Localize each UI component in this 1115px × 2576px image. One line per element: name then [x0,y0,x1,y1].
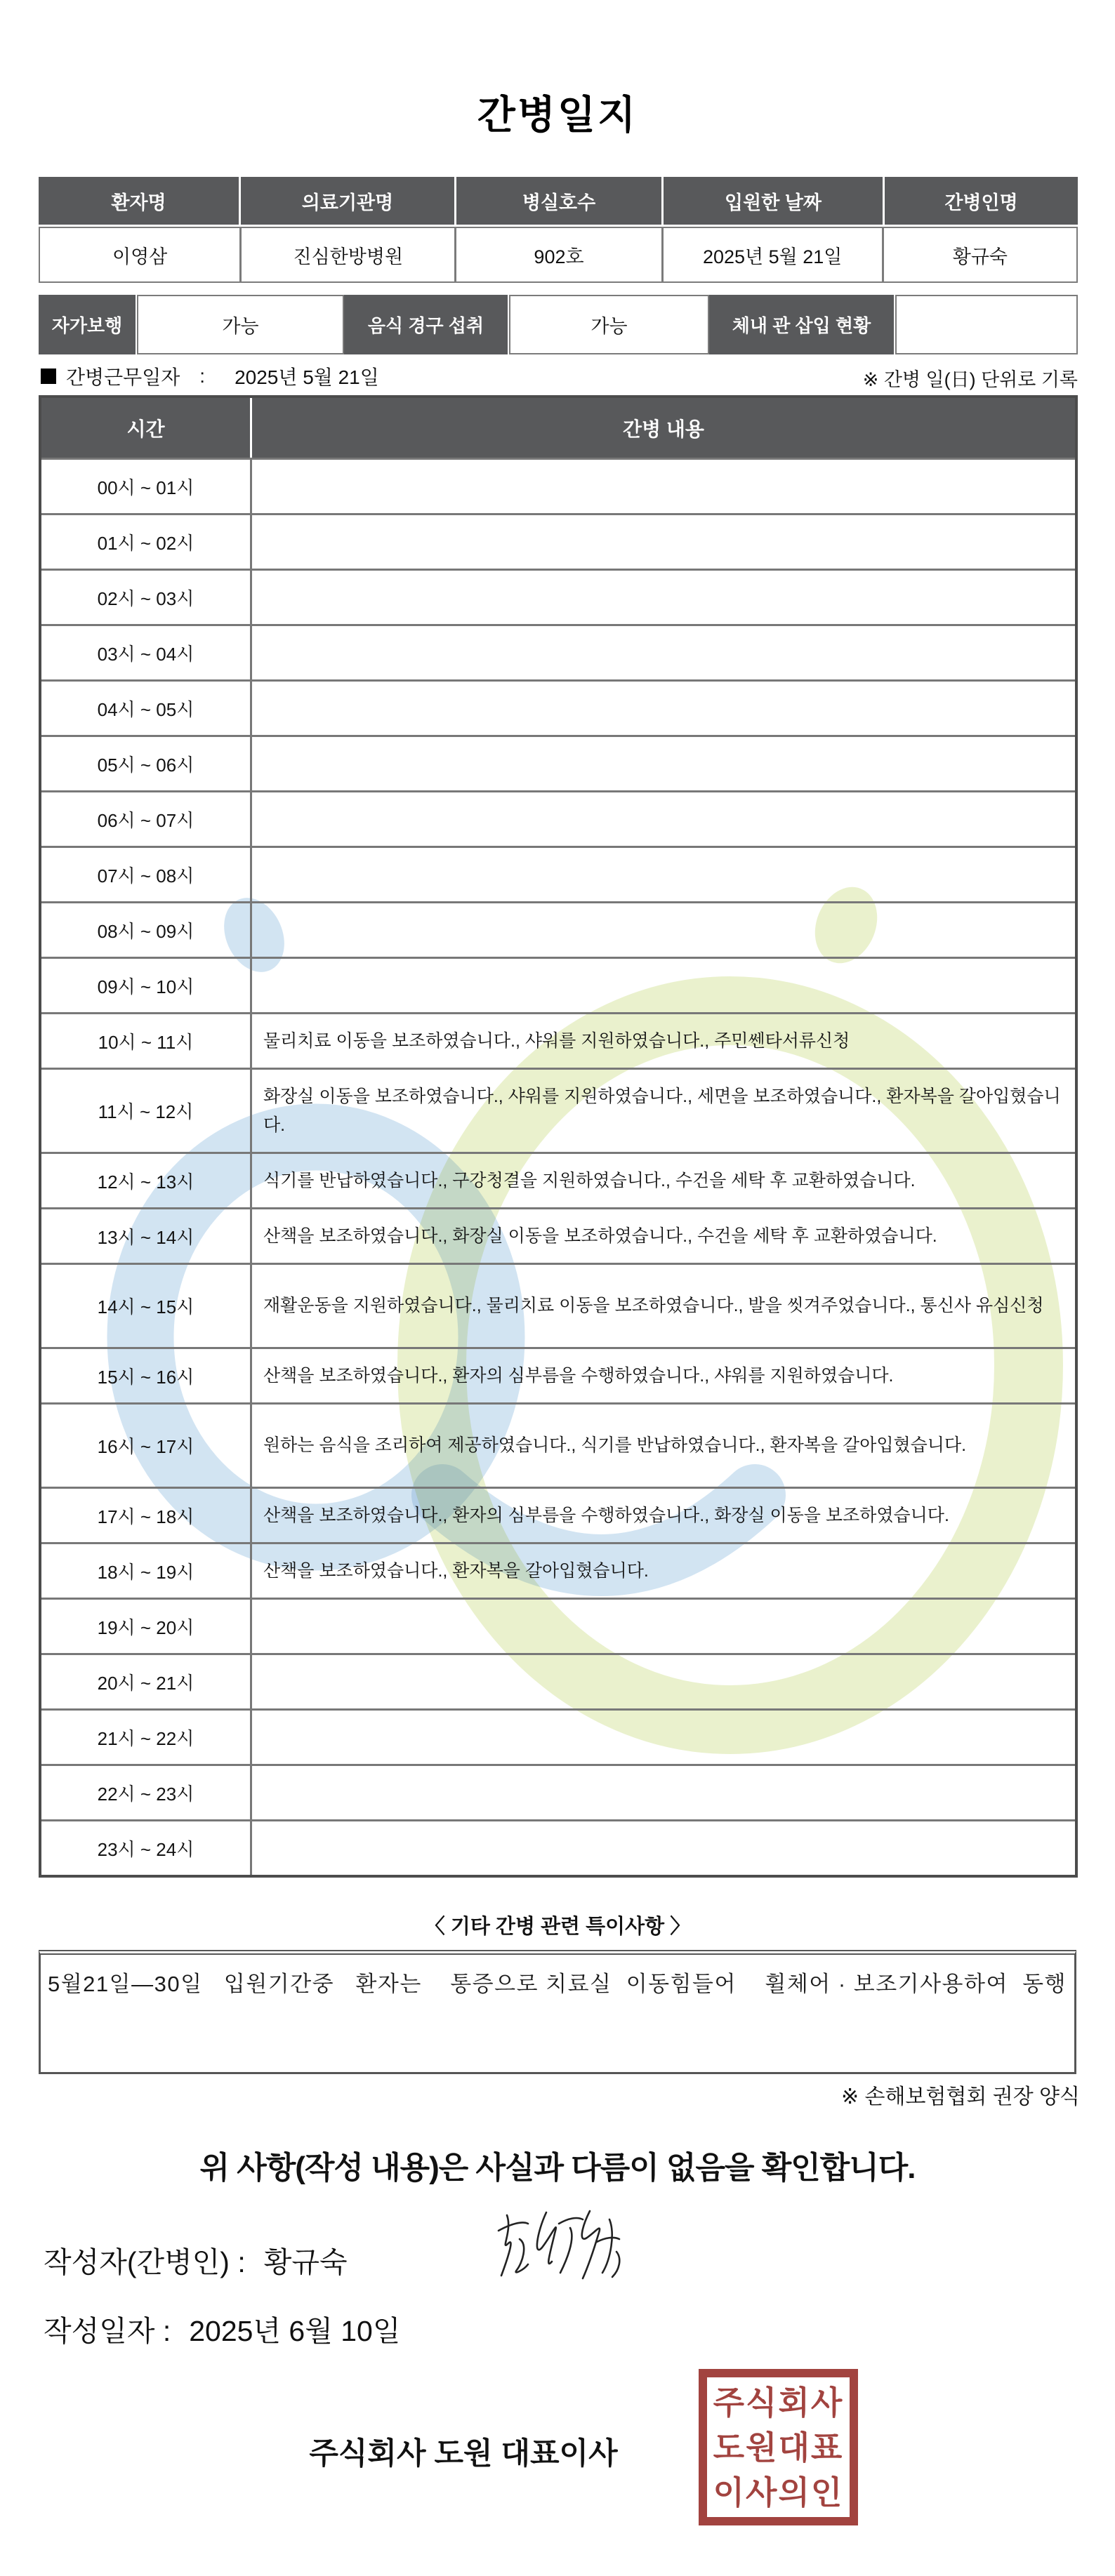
stamp-line-3: 이사의인 [713,2474,844,2511]
page-title: 간병일지 [477,93,638,137]
table-row [41,1263,1075,1347]
care-content-cell: 재활운동을 지원하였습니다., 물리치료 이동을 보조하였습니다., 발을 씻겨주었습니다., 통신사 유심신청 [263,1296,1044,1315]
table-row [41,1152,1075,1207]
col-header-room: 병실호수 [456,177,664,225]
time-slot-cell: 23시 ~ 24시 [41,1821,252,1875]
time-slot-cell: 18시 ~ 19시 [41,1544,252,1598]
writer-label: 작성자(간병인) : [44,2246,246,2278]
table-row [41,957,1075,1012]
written-date-value: 2025년 6월 10일 [189,2315,401,2347]
special-notes-box [39,1950,1076,2074]
care-content-cell [252,792,1075,846]
table-row [41,624,1075,679]
table-row [41,1653,1075,1708]
time-slot-cell: 06시 ~ 07시 [41,792,252,846]
time-slot-cell: 11시 ~ 12시 [41,1070,252,1152]
table-row [41,458,1075,513]
patient-name: 이영삼 [40,228,242,281]
table-row [41,513,1075,569]
table-row [41,1598,1075,1653]
record-unit-note: ※ 간병 일(日) 단위로 기록 [862,369,1078,390]
table-row [41,1347,1075,1402]
confirmation-statement: 위 사항(작성 내용)은 사실과 다름이 없음을 확인합니다. [199,2151,916,2185]
writer-name: 황규숙 [263,2246,348,2278]
table-row [41,1819,1075,1875]
col-header-institution: 의료기관명 [241,177,456,225]
label-tube-insertion: 체내 관 삽입 현황 [709,295,895,354]
care-content-cell [252,626,1075,679]
time-slot-cell: 07시 ~ 08시 [41,848,252,901]
care-content-cell [252,515,1075,569]
time-slot-cell: 22시 ~ 23시 [41,1766,252,1819]
table-row [41,1487,1075,1542]
table-row [41,679,1075,735]
time-slot-cell: 12시 ~ 13시 [41,1154,252,1207]
care-log-table [39,395,1078,1878]
care-work-date-line [41,362,379,390]
time-slot-cell: 02시 ~ 03시 [41,571,252,624]
table-row [41,1542,1075,1598]
col-header-patient-name: 환자명 [39,177,241,225]
time-slot-cell: 08시 ~ 09시 [41,903,252,957]
col-header-care-content: 간병 내용 [623,418,704,440]
table-row [41,569,1075,624]
time-slot-cell: 14시 ~ 15시 [41,1265,252,1347]
table-row [41,1012,1075,1068]
care-log-header-row [41,398,1075,458]
company-ceo-line: 주식회사 도원 대표이사 [309,2437,618,2471]
care-content-cell [252,682,1075,735]
time-slot-cell: 13시 ~ 14시 [41,1209,252,1263]
square-bullet-icon [41,369,56,384]
table-row [41,846,1075,901]
label-oral-intake: 음식 경구 섭취 [344,295,509,354]
table-row [41,1708,1075,1764]
care-content-cell [252,460,1075,513]
patient-info-header-row [39,177,1078,227]
table-row [41,790,1075,846]
written-date-line [44,2308,400,2349]
care-content-cell: 산책을 보조하였습니다., 환자의 심부름을 수행하였습니다., 화장실 이동을 보조하였습니다. [263,1505,949,1525]
care-content-cell: 산책을 보조하였습니다., 환자의 심부름을 수행하였습니다., 샤워를 지원하였습니다. [263,1365,894,1386]
time-slot-cell: 15시 ~ 16시 [41,1349,252,1402]
table-row [41,1402,1075,1487]
institution-name: 진심한방병원 [242,228,456,281]
col-header-time: 시간 [41,398,252,458]
col-header-admission-date: 입원한 날짜 [664,177,885,225]
special-notes-title: 〈 기타 간병 관련 특이사항 〉 [424,1916,691,1938]
work-date-colon: : [199,365,206,387]
room-number: 902호 [456,228,663,281]
handwritten-signature [491,2203,632,2294]
time-slot-cell: 21시 ~ 22시 [41,1711,252,1764]
care-log-rows [41,458,1075,1875]
stamp-line-2: 도원대표 [713,2429,844,2466]
value-oral-intake: 가능 [509,295,709,354]
table-row [41,735,1075,790]
label-self-walking: 자가보행 [39,295,137,354]
corporate-seal-stamp [699,2369,858,2525]
recommended-form-note: ※ 손해보험협회 권장 양식 [841,2085,1080,2109]
time-slot-cell: 16시 ~ 17시 [41,1405,252,1487]
caregiver-name: 황규숙 [952,246,1008,267]
care-content-cell: 산책을 보조하였습니다., 환자복을 갈아입혔습니다. [263,1560,649,1581]
writer-line [44,2239,348,2280]
care-content-cell: 산책을 보조하였습니다., 화장실 이동을 보조하였습니다., 수건을 세탁 후 교환하였습니다. [263,1226,937,1246]
work-date-value: 2025년 5월 21일 [235,366,379,388]
time-slot-cell: 03시 ~ 04시 [41,626,252,679]
time-slot-cell: 17시 ~ 18시 [41,1489,252,1542]
admission-date: 2025년 5월 21일 [664,228,884,281]
table-row [41,1764,1075,1819]
time-slot-cell: 19시 ~ 20시 [41,1600,252,1653]
care-content-cell [252,571,1075,624]
value-tube-insertion [895,295,1078,354]
care-content-cell [252,1766,1075,1819]
care-content-cell [252,1711,1075,1764]
patient-info-table [39,177,1078,283]
care-content-cell [252,848,1075,901]
work-date-label: 간병근무일자 [66,366,180,388]
table-row [41,901,1075,957]
patient-status-row [39,295,1078,354]
value-self-walking: 가능 [137,295,344,354]
care-content-cell [252,903,1075,957]
stamp-line-1: 주식회사 [713,2384,844,2421]
written-date-label: 작성일자 : [44,2315,171,2347]
table-row [41,1207,1075,1263]
patient-info-value-row [39,227,1078,283]
col-header-caregiver-name: 간병인명 [944,192,1018,213]
care-content-cell: 화장실 이동을 보조하였습니다., 샤워를 지원하였습니다., 세면을 보조하였습니다., 환자복을 갈아입혔습니다. [263,1086,1061,1135]
special-notes-text: 5월21일—30일 입원기간중 환자는 통증으로 치료실 이동힘들어 휠체어 · 보조기사용하여 동행 [48,1972,1067,1996]
care-content-cell [252,959,1075,1012]
care-content-cell: 물리치료 이동을 보조하였습니다., 샤워를 지원하였습니다., 주민쎈타서류신청 [263,1030,850,1051]
time-slot-cell: 10시 ~ 11시 [41,1014,252,1068]
care-content-cell [252,737,1075,790]
care-content-cell: 식기를 반납하였습니다., 구강청결을 지원하였습니다., 수건을 세탁 후 교환하였습니다. [263,1170,916,1190]
time-slot-cell: 00시 ~ 01시 [41,460,252,513]
care-content-cell [252,1655,1075,1708]
care-content-cell [252,1821,1075,1875]
time-slot-cell: 01시 ~ 02시 [41,515,252,569]
time-slot-cell: 09시 ~ 10시 [41,959,252,1012]
time-slot-cell: 05시 ~ 06시 [41,737,252,790]
time-slot-cell: 20시 ~ 21시 [41,1655,252,1708]
care-content-cell: 원하는 음식을 조리하여 제공하였습니다., 식기를 반납하였습니다., 환자복을 갈아입혔습니다. [263,1435,967,1455]
care-content-cell [252,1600,1075,1653]
time-slot-cell: 04시 ~ 05시 [41,682,252,735]
table-row [41,1068,1075,1152]
